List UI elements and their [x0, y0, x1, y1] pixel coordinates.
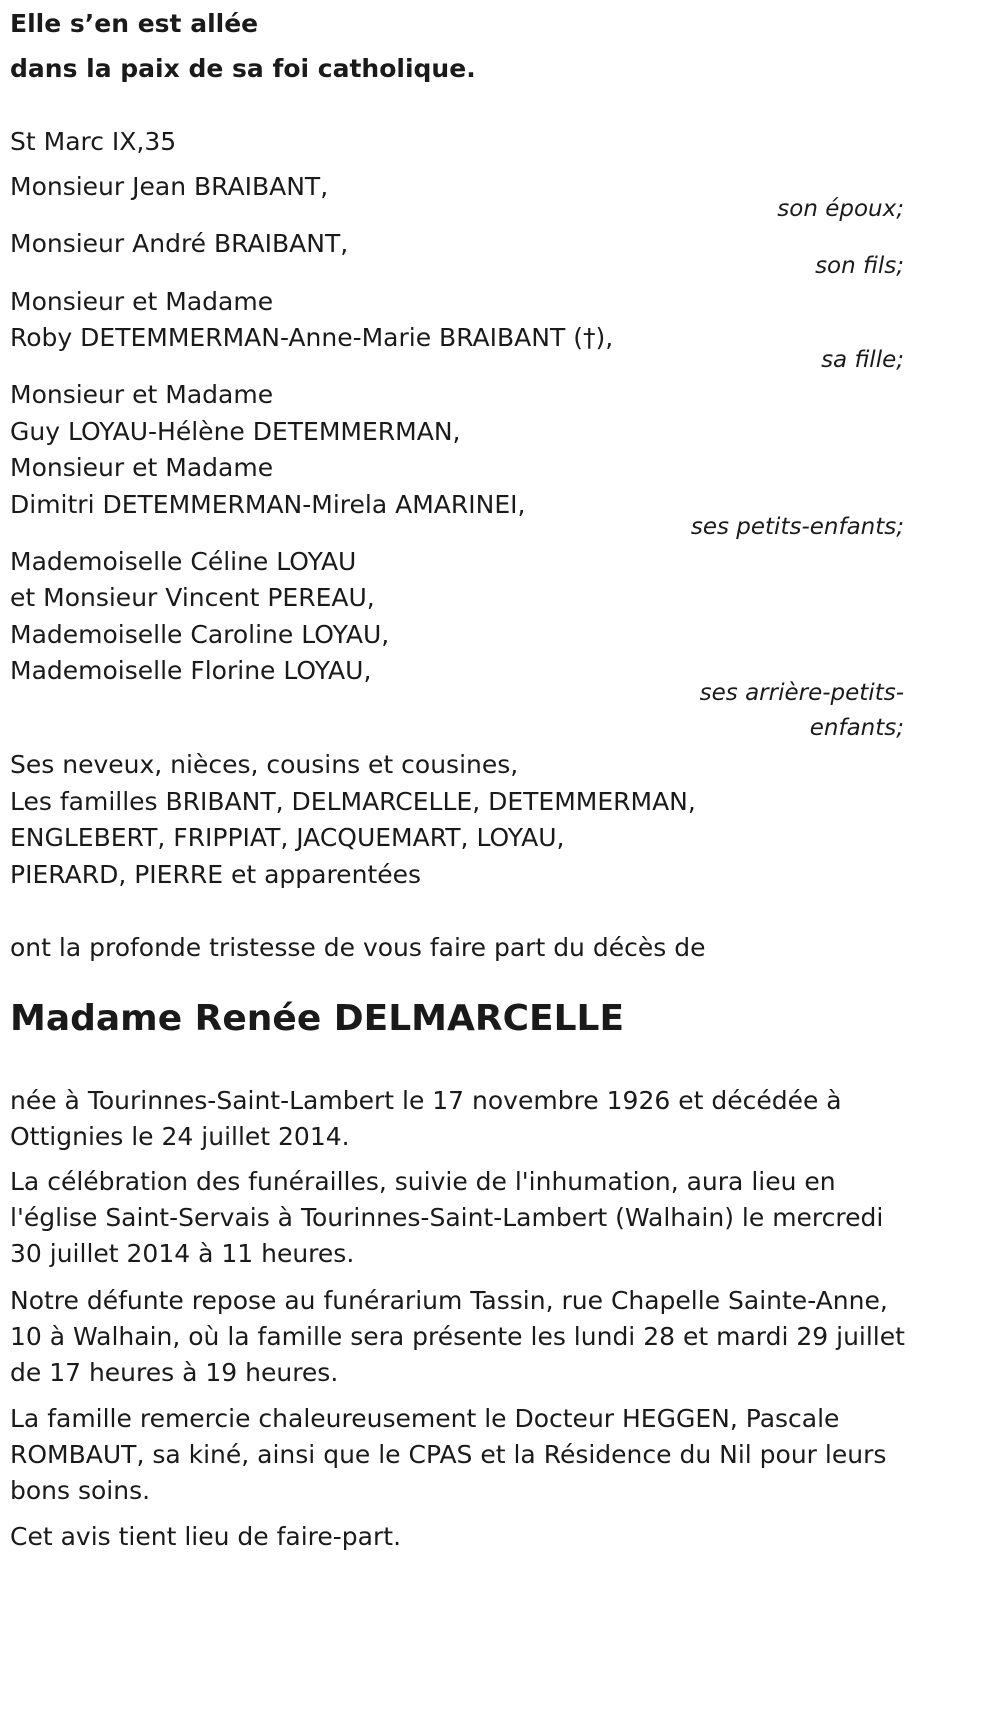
family-g3-line-2: Roby DETEMMERMAN-Anne-Marie BRAIBANT (†),	[10, 323, 614, 352]
family-g5-line-3: Mademoiselle Caroline LOYAU,	[10, 620, 390, 649]
header-line-2: dans la paix de sa foi catholique.	[10, 54, 476, 83]
announcement-text: ont la profonde tristesse de vous faire part du décès de	[10, 933, 706, 962]
family-g1-role: son époux;	[777, 196, 904, 222]
thanks-paragraph: La famille remercie chaleureusement le Docteur HEGGEN, Pascale ROMBAUT, sa kiné, ainsi que le CPAS et la Résidence du Nil pour leurs bons soins.	[10, 1404, 887, 1505]
family-g5-line-2: et Monsieur Vincent PEREAU,	[10, 583, 375, 612]
family-g4-role: ses petits-enfants;	[690, 514, 904, 540]
family-g2-line-1: Monsieur André BRAIBANT,	[10, 229, 349, 258]
deceased-name: Madame Renée DELMARCELLE	[10, 998, 625, 1039]
header-line-1: Elle s’en est allée	[10, 9, 259, 38]
family-g2-role: son fils;	[815, 253, 904, 279]
family-g3-line-1: Monsieur et Madame	[10, 287, 274, 316]
family-g5-line-4: Mademoiselle Florine LOYAU,	[10, 656, 372, 685]
repose-paragraph: Notre défunte repose au funérarium Tassin, rue Chapelle Sainte-Anne, 10 à Walhain, où la famille sera présente les lundi 28 et mardi 29 juillet de 17 heures à 19 heures.	[10, 1286, 905, 1387]
family-g5-line-1: Mademoiselle Céline LOYAU	[10, 547, 357, 576]
bible-verse: St Marc IX,35	[10, 127, 177, 156]
family-g6-line-4: PIERARD, PIERRE et apparentées	[10, 860, 421, 889]
closing-paragraph: Cet avis tient lieu de faire-part.	[10, 1522, 402, 1551]
family-g3-role: sa fille;	[821, 347, 904, 373]
funeral-paragraph: La célébration des funérailles, suivie de l'inhumation, aura lieu en l'église Saint-Servais à Tourinnes-Saint-Lambert (Walhain) le mercredi 30 juillet 2014 à 11 heures.	[10, 1167, 884, 1268]
family-g4-line-2: Guy LOYAU-Hélène DETEMMERMAN,	[10, 417, 461, 446]
family-g6-line-1: Ses neveux, nièces, cousins et cousines,	[10, 750, 519, 779]
family-g1-line-1: Monsieur Jean BRAIBANT,	[10, 172, 329, 201]
family-g4-line-3: Monsieur et Madame	[10, 453, 274, 482]
family-g4-line-1: Monsieur et Madame	[10, 380, 274, 409]
family-g6-line-3: ENGLEBERT, FRIPPIAT, JACQUEMART, LOYAU,	[10, 823, 565, 852]
family-g4-line-4: Dimitri DETEMMERMAN-Mirela AMARINEI,	[10, 490, 526, 519]
family-g6-line-2: Les familles BRIBANT, DELMARCELLE, DETEMMERMAN,	[10, 787, 696, 816]
family-g5-role-line-1: ses arrière-petits-	[699, 680, 904, 706]
family-g5-role-line-2: enfants;	[809, 715, 904, 741]
birth-death-paragraph: née à Tourinnes-Saint-Lambert le 17 novembre 1926 et décédée à Ottignies le 24 juillet 2014.	[10, 1086, 842, 1151]
